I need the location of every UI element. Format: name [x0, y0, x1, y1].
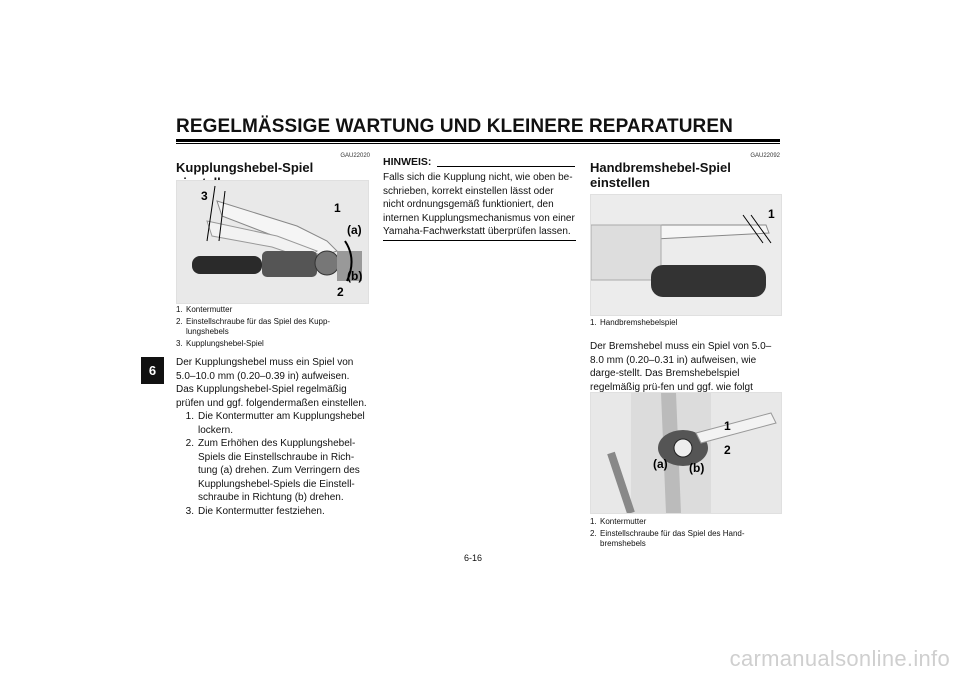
caption-item: 1. Kontermutter — [590, 517, 647, 526]
callout-a: (a) — [347, 223, 362, 237]
chapter-tab: 6 — [141, 357, 164, 384]
callout-b: (b) — [347, 269, 363, 283]
clutch-heading: Kupplungshebel-Spiel — [176, 160, 314, 175]
callout-a: (a) — [653, 457, 668, 471]
title-rule-thin — [176, 143, 780, 144]
callout-1: 1 — [724, 419, 731, 433]
caption-item: 2. Einstellschraube für das Spiel des Hand-bremshebels — [590, 529, 745, 548]
note-bottom-line — [383, 240, 576, 241]
title-rule — [176, 139, 780, 142]
page-title: REGELMÄSSIGE WARTUNG UND KLEINERE REPARATUREN — [176, 116, 733, 137]
clutch-steps — [176, 410, 368, 518]
page-number: 6-16 — [464, 553, 483, 563]
brake-section-code: GAU22092 — [750, 153, 780, 159]
callout-1: 1 — [334, 201, 341, 215]
brake-lever-photo — [590, 194, 782, 316]
brake-fig2-caption-list — [590, 517, 780, 551]
clutch-lever-photo — [176, 180, 369, 304]
caption-item: 1. Handbremshebelspiel — [590, 318, 678, 327]
clutch-caption-list — [176, 305, 366, 351]
callout-3: 3 — [201, 189, 208, 203]
brake-fig1-caption-list — [590, 318, 780, 330]
caption-item: 1. Kontermutter — [176, 305, 233, 314]
note-text: Falls sich die Kupplung nicht, wie oben be-schrieben, korrekt einstellen lässt oder nicht ordnungsgemäß funktioniert, den internen Kupplungsmechanismus von einer Yamaha-Fachwerkstatt überprüfen lassen. — [383, 172, 575, 237]
callout-2: 2 — [724, 443, 731, 457]
callout-2: 2 — [337, 285, 344, 299]
watermark: carmanualsonline.info — [729, 646, 950, 671]
step-item: 2. Zum Erhöhen des Kupplungshebel-Spiels die Einstellschraube in Rich-tung (a) drehen. Zum Verringern des Kupplungshebel-Spiels die Einstell-schraube in Richtung (b) drehen. — [185, 438, 360, 503]
brake-heading: Handbremshebel-Spiel einstellen — [590, 160, 731, 190]
brake-paragraph: Der Bremshebel muss ein Spiel von 5.0–8.0 mm (0.20–0.31 in) aufweisen, wie darge-stellt. Das Bremshebelspiel regelmäßig prü-fen und ggf. wie folgt — [590, 341, 772, 393]
step-item: 3. Die Kontermutter festziehen. — [185, 505, 325, 517]
callout-1: 1 — [768, 207, 775, 221]
note-label: HINWEIS: — [383, 156, 432, 168]
clutch-paragraph: Der Kupplungshebel muss ein Spiel von 5.0–10.0 mm (0.20–0.39 in) aufweisen. Das Kupplungshebel-Spiel regelmäßig prüfen und ggf. folgendermaßen einstellen. — [176, 357, 367, 409]
callout-b: (b) — [689, 461, 705, 475]
note-top-line — [437, 166, 575, 167]
caption-item: 2. Einstellschraube für das Spiel des Kupp-lungshebels — [176, 317, 331, 336]
caption-item: 3. Kupplungshebel-Spiel — [176, 339, 264, 348]
brake-adjuster-photo — [590, 392, 782, 514]
step-item: 1. Die Kontermutter am Kupplungshebel lockern. — [185, 411, 365, 436]
clutch-section-code: GAU22020 — [340, 153, 370, 159]
